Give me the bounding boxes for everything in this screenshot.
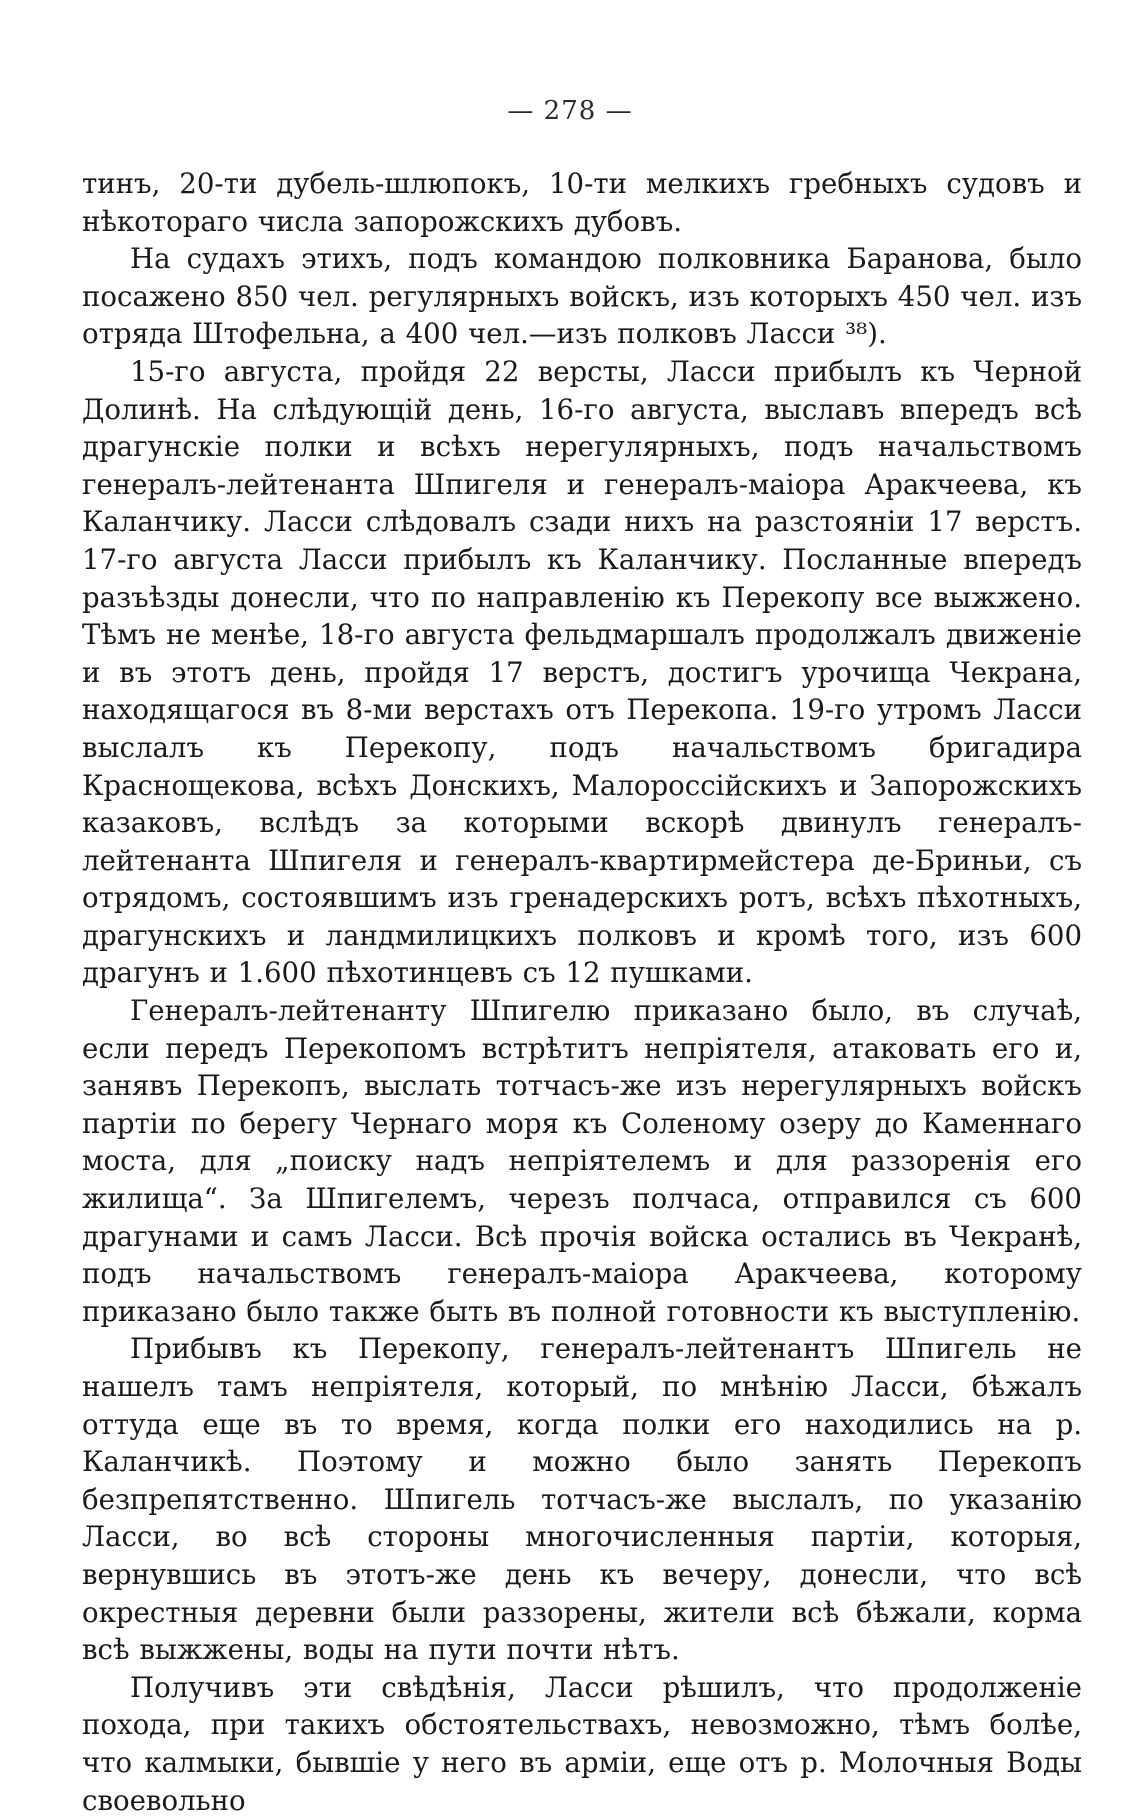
paragraph-6: Получивъ эти свѣдѣнія, Ласси рѣшилъ, что продолженіе похода, при такихъ обстоятельствахъ, невозможно, тѣмъ болѣе, что калмыки, бывшіе у него въ арміи, еще отъ р. Молочныя Воды своевольно xyxy=(82,1670,1082,1817)
paragraph-3: 15-го августа, пройдя 22 версты, Ласси прибылъ къ Черной Долинѣ. На слѣдующій день, 16-го августа, выславъ впередъ всѣ драгунскіе полки и всѣхъ нерегулярныхъ, подъ начальствомъ генералъ-лейтенанта Шпигеля и генералъ-маіора Аракчеева, къ Каланчику. Ласси слѣдовалъ сзади нихъ на разстояніи 17 верстъ. 17-го августа Ласси прибылъ къ Каланчику. Посланные впередъ разъѣзды донесли, что по направленію къ Перекопу все выжжено. Тѣмъ не менѣе, 18-го августа фельдмаршалъ продолжалъ движеніе и въ этотъ день, пройдя 17 верстъ, достигъ урочища Чекрана, находящагося въ 8-ми верстахъ отъ Перекопа. 19-го утромъ Ласси выслалъ къ Перекопу, подъ начальствомъ бригадира Краснощекова, всѣхъ Донскихъ, Малороссійскихъ и Запорожскихъ казаковъ, вслѣдъ за которыми вскорѣ двинулъ генералъ-лейтенанта Шпигеля и генералъ-квартирмейстера де-Бриньи, съ отрядомъ, состоявшимъ изъ гренадерскихъ ротъ, всѣхъ пѣхотныхъ, драгунскихъ и ландмилицкихъ полковъ и кромѣ того, изъ 600 драгунъ и 1.600 пѣхотинцевъ съ 12 пушками. xyxy=(82,354,1082,990)
page-number: — 278 — xyxy=(507,96,633,126)
paragraph-1: тинъ, 20-ти дубель-шлюпокъ, 10-ти мелкихъ гребныхъ судовъ и нѣкотораго числа запорожскихъ дубовъ. xyxy=(82,167,1082,238)
body-text xyxy=(82,165,1082,1819)
paragraph-2: На судахъ этихъ, подъ командою полковника Баранова, было посажено 850 чел. регулярныхъ войскъ, изъ которыхъ 450 чел. изъ отряда Штофельна, а 400 чел.—изъ полковъ Ласси ³⁸). xyxy=(82,242,1082,351)
paragraph-4: Генералъ-лейтенанту Шпигелю приказано было, въ случаѣ, если передъ Перекопомъ встрѣтитъ непріятеля, атаковать его и, занявъ Перекопъ, выслать тотчасъ-же изъ нерегулярныхъ войскъ партіи по берегу Чернаго моря къ Соленому озеру до Каменнаго моста, для „поиску надъ непріятелемъ и для раззоренія его жилища“. За Шпигелемъ, черезъ полчаса, отправился съ 600 драгунами и самъ Ласси. Всѣ прочія войска остались въ Чекранѣ, подъ начальствомъ генералъ-маіора Аракчеева, которому приказано было также быть въ полной готовности къ выступленію. xyxy=(82,994,1082,1328)
paragraph-5: Прибывъ къ Перекопу, генералъ-лейтенантъ Шпигель не нашелъ тамъ непріятеля, который, по мнѣнію Ласси, бѣжалъ оттуда еще въ то время, когда полки его находились на р. Каланчикѣ. Поэтому и можно было занять Перекопъ безпрепятственно. Шпигель тотчасъ-же выслалъ, по указанію Ласси, во всѣ стороны многочисленныя партіи, которыя, вернувшись въ этотъ-же день къ вечеру, донесли, что всѣ окрестныя деревни были раззорены, жители всѣ бѣжали, корма всѣ выжжены, воды на пути почти нѣтъ. xyxy=(82,1332,1082,1667)
